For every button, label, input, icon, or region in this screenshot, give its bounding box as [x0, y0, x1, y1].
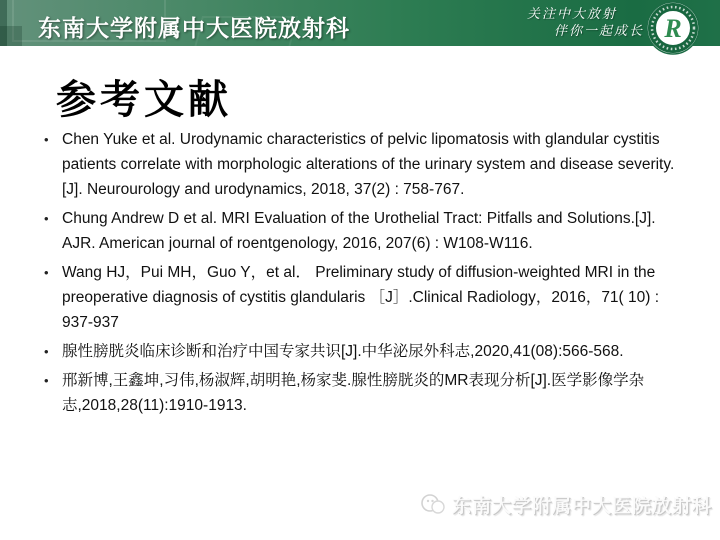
reference-item	[44, 339, 692, 364]
logo-letter: R	[664, 14, 682, 43]
bullet-icon: •	[44, 373, 49, 388]
reference-item	[44, 127, 692, 202]
slogan-line-1: 关注中大放射	[527, 7, 618, 22]
slogan-line-2: 伴你一起成长	[554, 24, 645, 39]
footer-watermark	[420, 491, 712, 518]
reference-item	[44, 260, 692, 335]
reference-text: 邢新博,王鑫坤,习伟,杨淑辉,胡明艳,杨家斐.腺性膀胱炎的MR表现分析[J].医学影像学杂志,2018,28(11):1910-1913.	[62, 372, 645, 414]
bullet-icon: •	[44, 211, 49, 226]
reference-text: 腺性膀胱炎临床诊断和治疗中国专家共识[J].中华泌尿外科志,2020,41(08):566-568.	[62, 343, 624, 360]
bullet-icon: •	[44, 132, 49, 147]
header-bar	[0, 0, 720, 46]
bullet-icon: •	[44, 265, 49, 280]
reference-text: Wang HJ，Pui MH，Guo Y，et al． Preliminary study of diffusion-weighted MRI in the preoperative diagnosis of cystitis glandularis ［J］.Clinical Radiology，2016，71( 10) : 937-937	[62, 264, 660, 331]
footer-logo-icon	[420, 491, 447, 518]
slide-title: 参考文献	[56, 78, 232, 122]
reference-item	[44, 206, 692, 256]
reference-list	[44, 127, 692, 422]
slogan-calligraphy	[527, 6, 644, 40]
radiology-logo-badge	[646, 1, 700, 55]
hospital-department-title: 东南大学附属中大医院放射科	[38, 16, 350, 41]
reference-item	[44, 368, 692, 418]
reference-text: Chen Yuke et al. Urodynamic characteristics of pelvic lipomatosis with glandular cystitis patients correlate with morphologic alterations of the urinary system and disease severity.[J]. Neurourology and urodynamics, 2018, 37(2) : 758-767.	[62, 131, 675, 198]
footer-watermark-text: 东南大学附属中大医院放射科	[452, 496, 713, 517]
header-left-edge	[0, 0, 7, 46]
bullet-icon: •	[44, 344, 49, 359]
reference-text: Chung Andrew D et al. MRI Evaluation of the Urothelial Tract: Pitfalls and Solutions.[J]. AJR. American journal of roentgenology, 2016, 207(6) : W108-W116.	[62, 210, 656, 252]
radiology-logo-icon	[646, 1, 700, 55]
